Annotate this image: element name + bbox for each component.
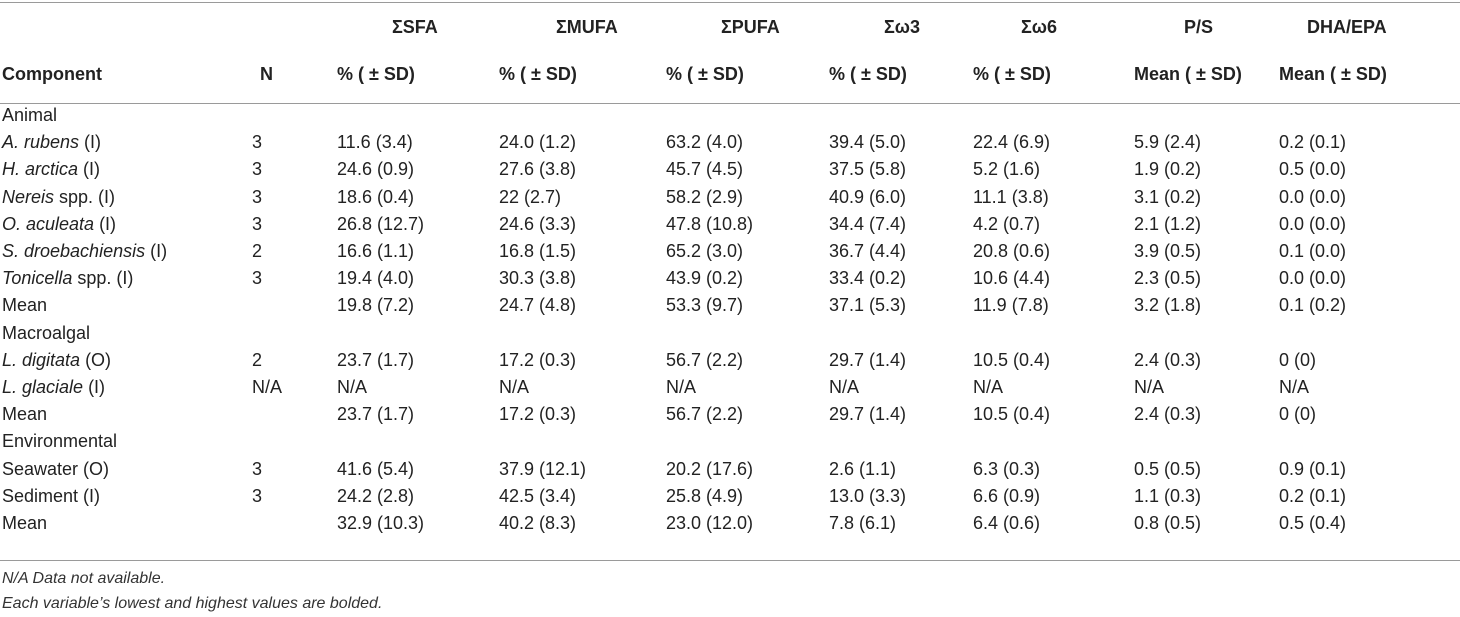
n-cell: 3 [252, 485, 263, 506]
value-cell: 5.2 (1.6) [973, 159, 1041, 180]
value-cell: 16.6 (1.1) [337, 241, 415, 262]
column-group-header: Σω6 [1021, 16, 1058, 37]
value-cell: 41.6 (5.4) [337, 458, 415, 479]
unit-header: Mean ( ± SD) [1134, 63, 1242, 84]
component-qualifier: Mean [2, 404, 48, 425]
value-cell: 3.2 (1.8) [1134, 295, 1202, 316]
n-cell: N/A [252, 376, 283, 397]
value-cell: 25.8 (4.9) [666, 485, 744, 506]
value-cell: 2.4 (0.3) [1134, 349, 1202, 370]
value-cell: 37.5 (5.8) [829, 159, 907, 180]
value-cell: 40.9 (6.0) [829, 186, 907, 207]
group-header-row [0, 102, 1460, 129]
component-name-cell [0, 401, 252, 428]
unit-header: % ( ± SD) [829, 63, 907, 84]
n-cell: 3 [252, 458, 263, 479]
value-cell: 53.3 (9.7) [666, 295, 744, 316]
value-cell: 10.6 (4.4) [973, 268, 1051, 289]
value-cell: 16.8 (1.5) [499, 241, 577, 262]
value-cell: 56.7 (2.2) [666, 349, 744, 370]
value-cell: 0.5 (0.4) [1279, 512, 1347, 533]
value-cell: N/A [829, 376, 860, 397]
component-name-cell [0, 347, 252, 374]
value-cell: 34.4 (7.4) [829, 213, 907, 234]
value-cell: N/A [666, 376, 697, 397]
n-cell: 3 [252, 268, 263, 289]
n-cell: 2 [252, 349, 263, 370]
group-header-row [0, 320, 1460, 347]
value-cell: 22 (2.7) [499, 186, 562, 207]
value-cell: 10.5 (0.4) [973, 404, 1051, 425]
value-cell: 26.8 (12.7) [337, 213, 425, 234]
value-cell: 36.7 (4.4) [829, 241, 907, 262]
value-cell: 10.5 (0.4) [973, 349, 1051, 370]
value-cell: 43.9 (0.2) [666, 268, 744, 289]
n-cell [252, 292, 337, 319]
table-row [0, 483, 1460, 510]
n-cell: 3 [252, 159, 263, 180]
value-cell: 5.9 (2.4) [1134, 132, 1202, 153]
species-name: Nereis [2, 186, 55, 207]
value-cell: N/A [1134, 376, 1165, 397]
value-cell: 11.1 (3.8) [973, 186, 1049, 207]
value-cell: 24.0 (1.2) [499, 132, 577, 153]
species-name: S. droebachiensis [2, 241, 146, 262]
component-name-cell [0, 374, 252, 401]
component-qualifier: spp. (I) [72, 268, 134, 289]
n-cell: 2 [252, 241, 263, 262]
species-name: A. rubens [2, 132, 80, 153]
unit-header: Mean ( ± SD) [1279, 63, 1387, 84]
species-name: L. digitata [2, 349, 81, 370]
species-name: O. aculeata [2, 213, 95, 234]
value-cell: 0.8 (0.5) [1134, 512, 1202, 533]
table-row [0, 401, 1460, 428]
n-cell: 3 [252, 213, 263, 234]
n-cell: 3 [252, 132, 263, 153]
value-cell: 20.2 (17.6) [666, 458, 754, 479]
table-row [0, 265, 1460, 292]
component-name-cell [0, 265, 252, 292]
component-name-cell [0, 156, 252, 183]
value-cell: N/A [1279, 376, 1310, 397]
value-cell: 20.8 (0.6) [973, 241, 1051, 262]
value-cell: 23.0 (12.0) [666, 512, 754, 533]
component-header: Component [2, 63, 102, 84]
component-qualifier: Seawater (O) [2, 458, 110, 479]
table-row [0, 156, 1460, 183]
value-cell: 0.2 (0.1) [1279, 485, 1347, 506]
value-cell: N/A [499, 376, 530, 397]
value-cell: 11.9 (7.8) [973, 295, 1049, 316]
value-cell: 0.0 (0.0) [1279, 186, 1347, 207]
value-cell: 7.8 (6.1) [829, 512, 897, 533]
value-cell: 0 (0) [1279, 349, 1317, 370]
value-cell: 2.4 (0.3) [1134, 404, 1202, 425]
component-qualifier: Mean [2, 295, 48, 316]
value-cell: 32.9 (10.3) [337, 512, 425, 533]
value-cell: 2.3 (0.5) [1134, 268, 1202, 289]
component-name-cell [0, 211, 252, 238]
value-cell: 4.2 (0.7) [973, 213, 1041, 234]
species-name: H. arctica [2, 159, 79, 180]
value-cell: 58.2 (2.9) [666, 186, 744, 207]
value-cell: 56.7 (2.2) [666, 404, 744, 425]
value-cell: 42.5 (3.4) [499, 485, 577, 506]
value-cell: 2.6 (1.1) [829, 458, 897, 479]
header-row-sub [0, 50, 1460, 98]
value-cell: 27.6 (3.8) [499, 159, 577, 180]
table-row [0, 238, 1460, 265]
value-cell: 29.7 (1.4) [829, 349, 907, 370]
component-name-cell [0, 129, 252, 156]
component-qualifier: (I) [145, 241, 168, 262]
column-group-header: DHA/EPA [1307, 16, 1387, 37]
value-cell: 29.7 (1.4) [829, 404, 907, 425]
unit-header: % ( ± SD) [337, 63, 415, 84]
column-group-header: ΣSFA [392, 16, 438, 37]
value-cell: 0.9 (0.1) [1279, 458, 1347, 479]
component-qualifier: (I) [94, 213, 117, 234]
component-name-cell [0, 510, 252, 537]
table-row [0, 129, 1460, 156]
component-qualifier: (I) [78, 159, 101, 180]
column-group-header: Σω3 [884, 16, 921, 37]
component-name-cell [0, 238, 252, 265]
species-name: L. glaciale [2, 376, 84, 397]
value-cell: 17.2 (0.3) [499, 404, 577, 425]
component-qualifier: Mean [2, 512, 48, 533]
component-name-cell [0, 292, 252, 319]
component-name-cell [0, 483, 252, 510]
component-name-cell [0, 184, 252, 211]
value-cell: 6.6 (0.9) [973, 485, 1041, 506]
table-row [0, 292, 1460, 319]
component-qualifier: spp. (I) [54, 186, 116, 207]
footnote-bold: Each variable’s lowest and highest values are bolded. [2, 595, 383, 612]
value-cell: 2.1 (1.2) [1134, 213, 1202, 234]
value-cell: 24.7 (4.8) [499, 295, 577, 316]
value-cell: 23.7 (1.7) [337, 349, 415, 370]
species-name: Tonicella [2, 268, 73, 289]
table-row [0, 455, 1460, 482]
table-row [0, 347, 1460, 374]
table-row [0, 510, 1460, 537]
value-cell: 19.8 (7.2) [337, 295, 415, 316]
unit-header: % ( ± SD) [973, 63, 1051, 84]
value-cell: 17.2 (0.3) [499, 349, 577, 370]
component-qualifier: (O) [80, 349, 112, 370]
value-cell: 40.2 (8.3) [499, 512, 577, 533]
value-cell: 6.4 (0.6) [973, 512, 1041, 533]
value-cell: N/A [337, 376, 368, 397]
header-row-top [0, 0, 1460, 50]
value-cell: 37.1 (5.3) [829, 295, 907, 316]
n-cell: 3 [252, 186, 263, 207]
value-cell: 18.6 (0.4) [337, 186, 415, 207]
component-name-cell [0, 455, 252, 482]
column-group-header: ΣPUFA [721, 16, 780, 37]
n-cell [252, 510, 337, 537]
group-label: Environmental [2, 431, 118, 452]
value-cell: 47.8 (10.8) [666, 213, 754, 234]
group-header-row [0, 428, 1460, 455]
component-qualifier: (I) [79, 132, 102, 153]
table-row [0, 374, 1460, 401]
column-group-header [252, 0, 337, 50]
value-cell: 0.5 (0.5) [1134, 458, 1202, 479]
table-row [0, 184, 1460, 211]
column-group-header [0, 0, 252, 50]
value-cell: 0.1 (0.0) [1279, 241, 1347, 262]
column-group-header: P/S [1184, 16, 1214, 37]
value-cell: 1.9 (0.2) [1134, 159, 1202, 180]
component-qualifier: Sediment (I) [2, 485, 101, 506]
table-row [0, 211, 1460, 238]
unit-header: % ( ± SD) [499, 63, 577, 84]
value-cell: 19.4 (4.0) [337, 268, 415, 289]
value-cell: 13.0 (3.3) [829, 485, 907, 506]
value-cell: 24.2 (2.8) [337, 485, 415, 506]
value-cell: 39.4 (5.0) [829, 132, 907, 153]
value-cell: 1.1 (0.3) [1134, 485, 1202, 506]
group-label: Macroalgal [2, 322, 91, 343]
value-cell: 3.9 (0.5) [1134, 241, 1202, 262]
footnote-na: N/A Data not available. [2, 570, 166, 587]
value-cell: 45.7 (4.5) [666, 159, 744, 180]
unit-header: % ( ± SD) [666, 63, 744, 84]
column-group-header: ΣMUFA [556, 16, 618, 37]
table-bottom-rule [0, 560, 1460, 561]
value-cell: 37.9 (12.1) [499, 458, 587, 479]
value-cell: 24.6 (3.3) [499, 213, 577, 234]
table-body [0, 98, 1460, 537]
value-cell: 23.7 (1.7) [337, 404, 415, 425]
value-cell: 6.3 (0.3) [973, 458, 1041, 479]
component-qualifier: (I) [83, 376, 106, 397]
value-cell: 0.1 (0.2) [1279, 295, 1347, 316]
value-cell: 0.2 (0.1) [1279, 132, 1347, 153]
value-cell: 63.2 (4.0) [666, 132, 744, 153]
n-header: N [260, 63, 273, 84]
n-cell [252, 401, 337, 428]
value-cell: 0.0 (0.0) [1279, 213, 1347, 234]
value-cell: 24.6 (0.9) [337, 159, 415, 180]
value-cell: 11.6 (3.4) [337, 132, 413, 153]
value-cell: 0 (0) [1279, 404, 1317, 425]
value-cell: 65.2 (3.0) [666, 241, 744, 262]
value-cell: 30.3 (3.8) [499, 268, 577, 289]
value-cell: 3.1 (0.2) [1134, 186, 1202, 207]
group-label: Animal [2, 105, 58, 126]
value-cell: 33.4 (0.2) [829, 268, 907, 289]
value-cell: 22.4 (6.9) [973, 132, 1051, 153]
value-cell: 0.5 (0.0) [1279, 159, 1347, 180]
value-cell: 0.0 (0.0) [1279, 268, 1347, 289]
value-cell: N/A [973, 376, 1004, 397]
